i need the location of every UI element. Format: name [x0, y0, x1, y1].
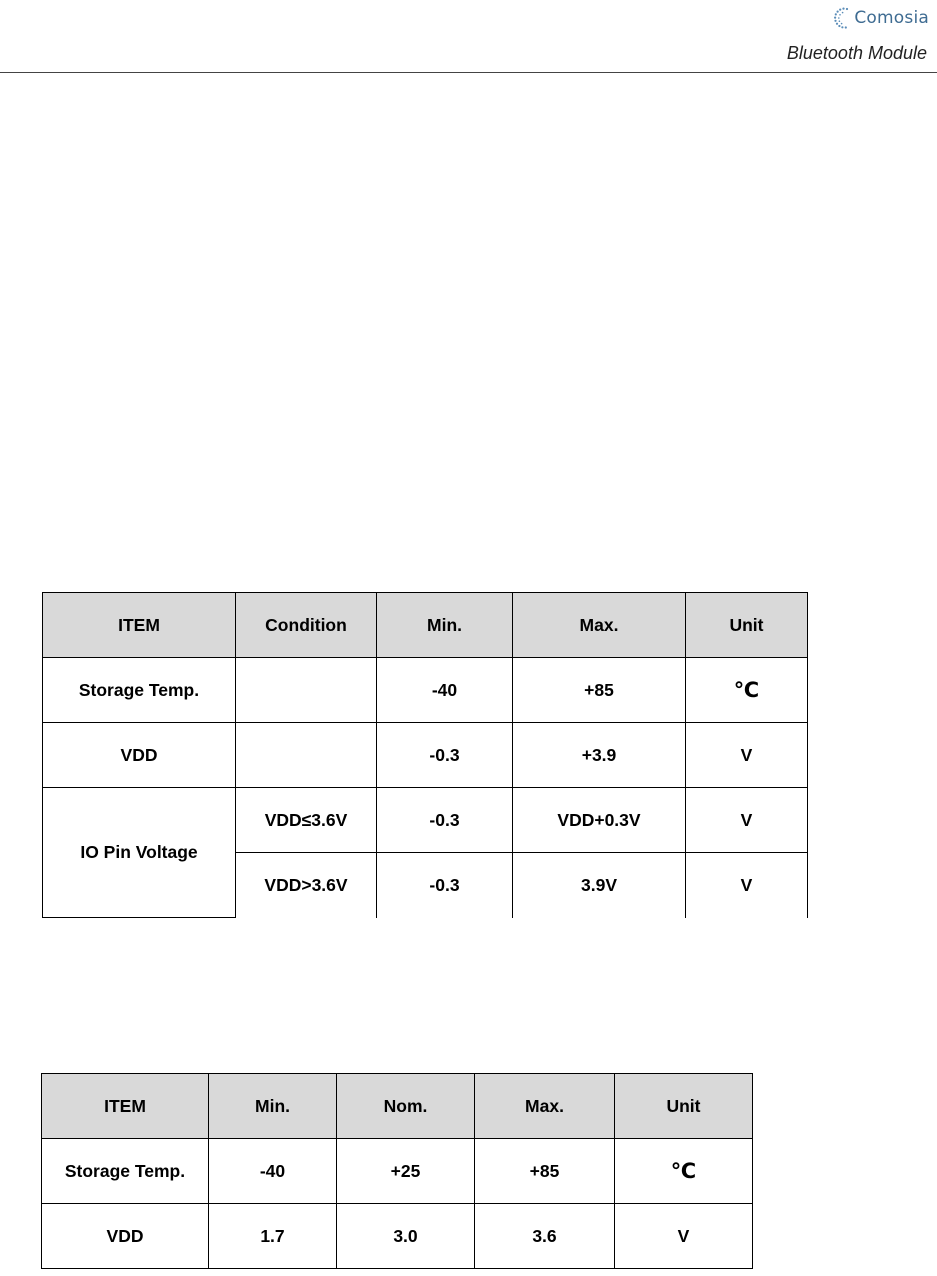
table-row — [42, 1139, 753, 1204]
cell-nom: 3.0 — [337, 1204, 475, 1269]
table-row — [42, 1204, 753, 1269]
header-divider — [0, 72, 937, 73]
cell-item: VDD — [43, 723, 236, 788]
cell-min: -0.3 — [377, 723, 513, 788]
cell-max: 3.9V — [513, 853, 686, 918]
cell-min: -40 — [377, 658, 513, 723]
header-subtitle: Bluetooth Module — [786, 43, 927, 63]
header-cell-min: Min. — [209, 1074, 337, 1139]
header-cell-max: Max. — [475, 1074, 615, 1139]
cell-nom: +25 — [337, 1139, 475, 1204]
cell-min: -0.3 — [377, 853, 513, 918]
brand-name: Comosia — [854, 8, 929, 28]
absolute-ratings-table — [42, 592, 808, 918]
cell-unit: ℃ — [686, 658, 808, 723]
header-cell-unit: Unit — [615, 1074, 753, 1139]
table-row — [43, 723, 808, 788]
header-cell-condition: Condition — [236, 593, 377, 658]
header-cell-nom: Nom. — [337, 1074, 475, 1139]
header-cell-item: ITEM — [42, 1074, 209, 1139]
cell-max: +85 — [513, 658, 686, 723]
cell-max: +85 — [475, 1139, 615, 1204]
cell-unit: V — [615, 1204, 753, 1269]
operating-conditions-table — [41, 1073, 753, 1269]
header-cell-max: Max. — [513, 593, 686, 658]
brand — [833, 6, 929, 30]
cell-min: -0.3 — [377, 788, 513, 853]
cell-unit: V — [686, 853, 808, 918]
header-cell-item: ITEM — [43, 593, 236, 658]
cell-item: Storage Temp. — [43, 658, 236, 723]
header-cell-unit: Unit — [686, 593, 808, 658]
table-header-row — [43, 593, 808, 658]
cell-condition — [236, 658, 377, 723]
page-header — [0, 0, 937, 74]
header-cell-min: Min. — [377, 593, 513, 658]
cell-min: -40 — [209, 1139, 337, 1204]
table-header-row — [42, 1074, 753, 1139]
comosia-logo-icon — [833, 6, 851, 30]
cell-condition: VDD>3.6V — [236, 853, 377, 918]
cell-unit: V — [686, 723, 808, 788]
cell-item: VDD — [42, 1204, 209, 1269]
table-row — [43, 658, 808, 723]
cell-condition: VDD≤3.6V — [236, 788, 377, 853]
cell-min: 1.7 — [209, 1204, 337, 1269]
cell-unit: V — [686, 788, 808, 853]
cell-item: IO Pin Voltage — [43, 788, 236, 918]
cell-unit: ℃ — [615, 1139, 753, 1204]
cell-max: +3.9 — [513, 723, 686, 788]
table-row — [43, 788, 808, 853]
cell-max: 3.6 — [475, 1204, 615, 1269]
cell-condition — [236, 723, 377, 788]
cell-item: Storage Temp. — [42, 1139, 209, 1204]
cell-max: VDD+0.3V — [513, 788, 686, 853]
